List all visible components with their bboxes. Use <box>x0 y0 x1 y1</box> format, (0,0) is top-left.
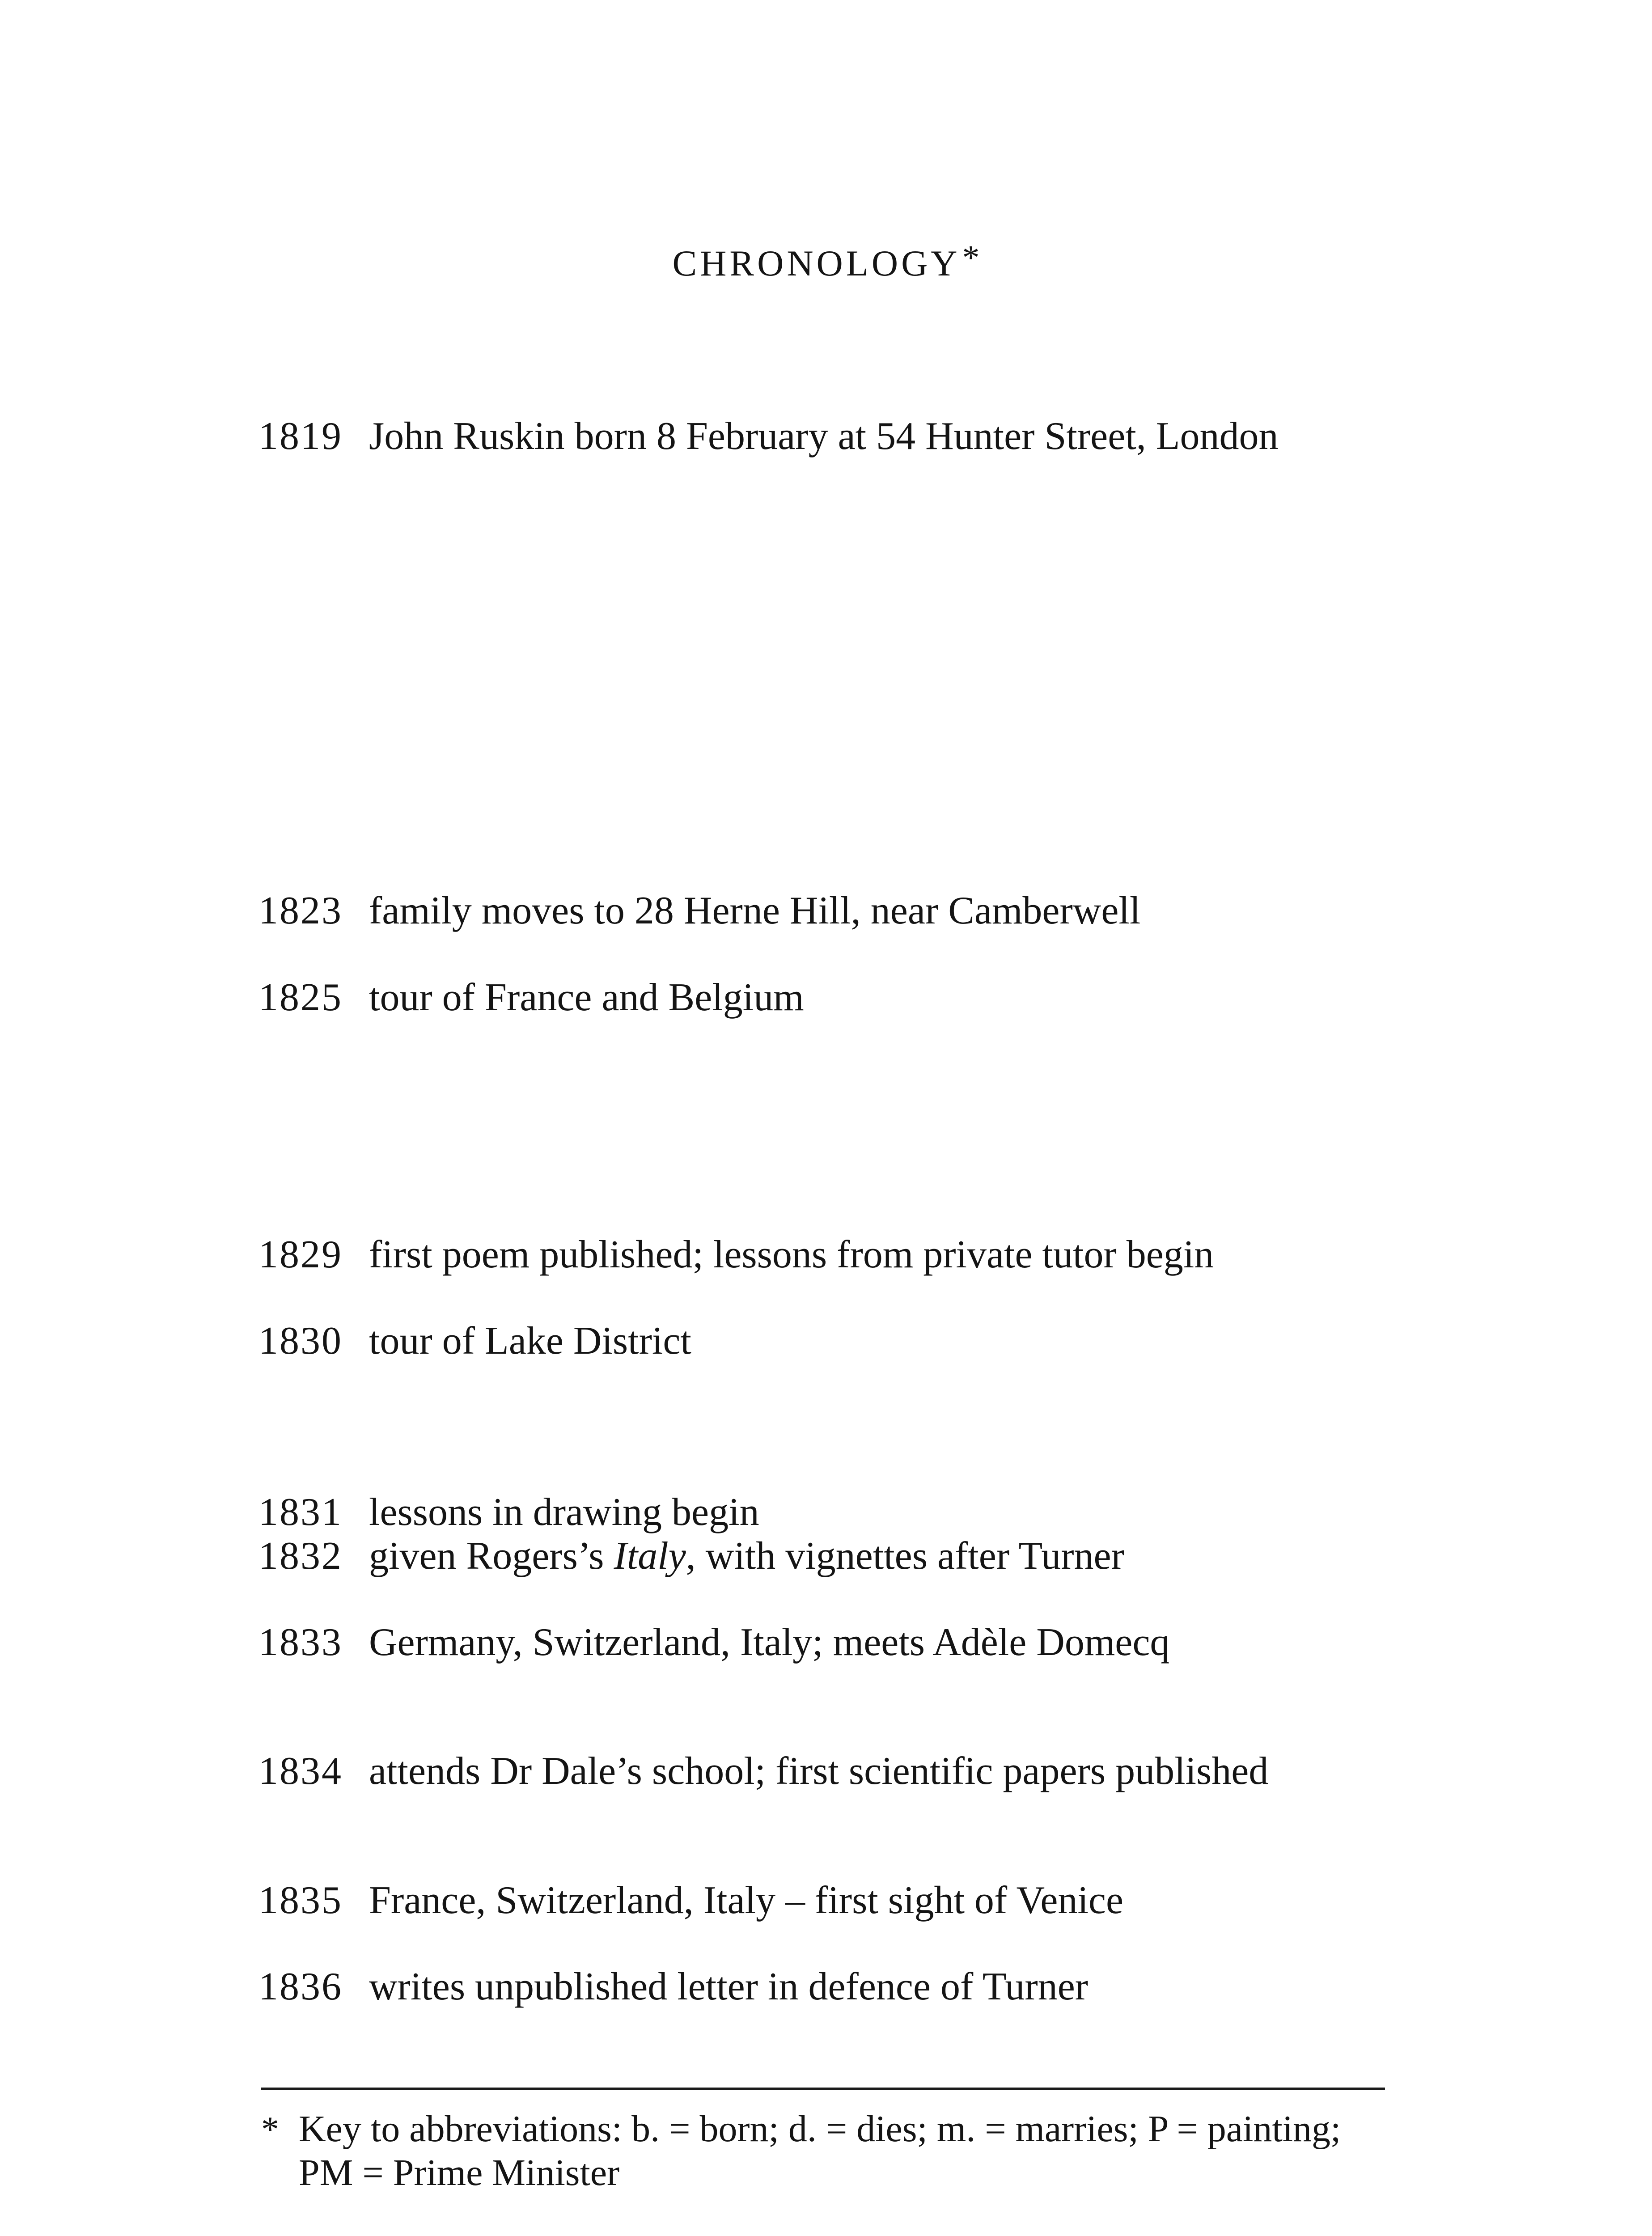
entry-text: tour of Lake District <box>369 1319 691 1363</box>
book-title-italy: Italy <box>614 1534 686 1578</box>
heading-title: CHRONOLOGY <box>672 243 961 284</box>
entry-year: 1832 <box>258 1534 343 1578</box>
footnote <box>261 2107 1406 2195</box>
chronology-entry-1832 <box>258 1534 1466 1578</box>
footnote-reference-mark: * <box>962 238 980 277</box>
chronology-entry-1830 <box>258 1321 1466 1361</box>
chronology-entry-1836 <box>258 1967 1466 2007</box>
chronology-entry-1819 <box>258 417 1466 456</box>
entry-year: 1834 <box>258 1749 343 1793</box>
entry-text <box>369 1534 1124 1578</box>
entry-text: writes unpublished letter in defence of Turner <box>369 1965 1089 2008</box>
chronology-entry-1829 <box>258 1235 1466 1275</box>
entry-year: 1836 <box>258 1965 343 2008</box>
entry-text-part: , with vignettes after Turner <box>686 1534 1124 1578</box>
chronology-entry-1831 <box>258 1493 1466 1532</box>
entry-text: lessons in drawing begin <box>369 1491 759 1534</box>
entry-year: 1831 <box>258 1491 343 1534</box>
entry-text: tour of France and Belgium <box>369 976 804 1019</box>
entry-text: Germany, Switzerland, Italy; meets Adèle Domecq <box>369 1621 1170 1664</box>
entry-year: 1823 <box>258 889 343 932</box>
entry-year: 1833 <box>258 1621 343 1664</box>
chronology-entry-1825 <box>258 978 1466 1017</box>
entry-text: John Ruskin born 8 February at 54 Hunter Street, London <box>369 415 1279 458</box>
entry-text-part: given Rogers’s <box>369 1534 614 1578</box>
entry-text: France, Switzerland, Italy – first sight of Venice <box>369 1879 1124 1922</box>
chronology-entry-1833 <box>258 1623 1466 1662</box>
entry-year: 1830 <box>258 1319 343 1363</box>
footnote-mark: * <box>261 2110 279 2149</box>
entry-text: first poem published; lessons from private tutor begin <box>369 1233 1214 1276</box>
entry-year: 1825 <box>258 976 343 1019</box>
chronology-entry-1823 <box>258 891 1466 931</box>
entry-text: attends Dr Dale’s school; first scientific papers published <box>369 1749 1269 1793</box>
footnote-divider <box>261 2088 1385 2090</box>
entry-year: 1829 <box>258 1233 343 1276</box>
entry-text: family moves to 28 Herne Hill, near Camberwell <box>369 889 1141 932</box>
footnote-line-1: Key to abbreviations: b. = born; d. = dies; m. = marries; P = painting; <box>299 2108 1341 2150</box>
footnote-line-2: PM = Prime Minister <box>299 2152 620 2194</box>
entry-year: 1835 <box>258 1879 343 1922</box>
page-heading <box>0 238 1652 284</box>
chronology-entry-1835 <box>258 1881 1466 1920</box>
entry-year: 1819 <box>258 415 343 458</box>
chronology-entry-1834 <box>258 1749 1466 1793</box>
